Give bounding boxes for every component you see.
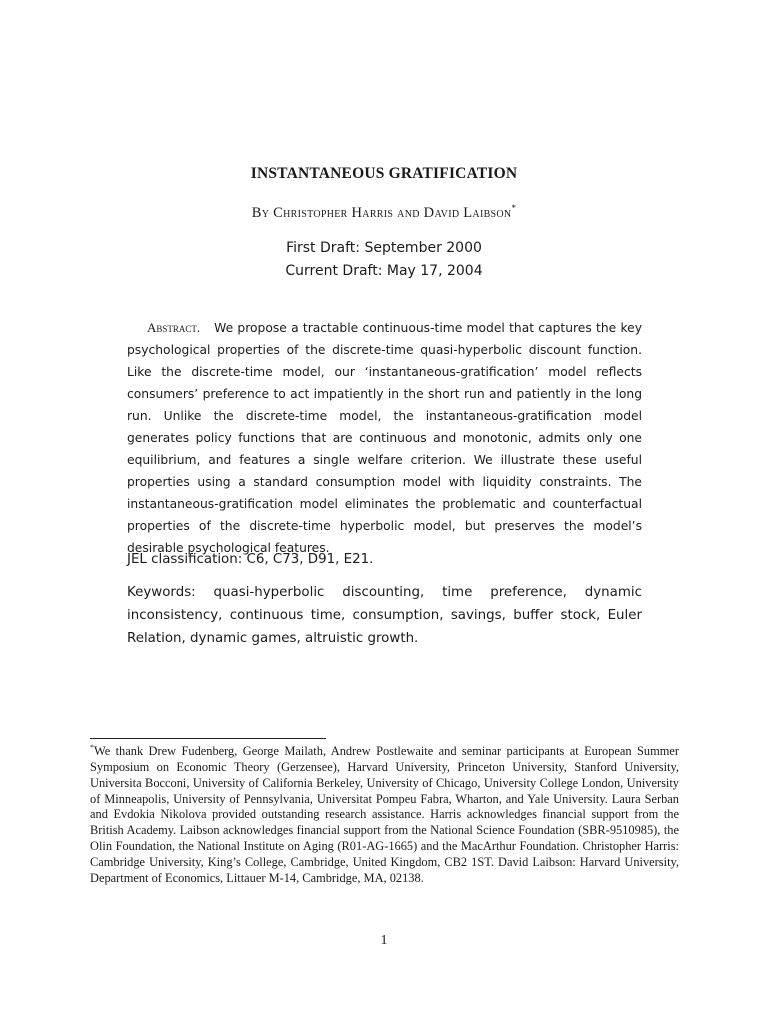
footnote-marker: * bbox=[90, 743, 94, 752]
author-names: By Christopher Harris and David Laibson bbox=[251, 204, 512, 221]
first-draft-date: First Draft: September 2000 bbox=[286, 240, 482, 256]
page-number: 1 bbox=[380, 933, 388, 948]
footnote bbox=[90, 740, 679, 886]
footnote-rule bbox=[90, 738, 326, 739]
abstract bbox=[127, 317, 642, 559]
paper-title: INSTANTANEOUS GRATIFICATION bbox=[250, 165, 518, 182]
current-draft-date: Current Draft: May 17, 2004 bbox=[285, 263, 483, 279]
paper-authors bbox=[0, 203, 768, 222]
jel-classification: JEL classification: C6, C73, D91, E21. bbox=[127, 552, 374, 567]
footnote-text: We thank Drew Fudenberg, George Mailath, Andrew Postlewaite and seminar participants at European Summer Symposium on Economic Theory (Gerzensee), Harvard University, Princeton University, Stanford University, Universita Bocconi, University of California Berkeley, University of Chicago, University College London, University of Minneapolis, University of Pennsylvania, Universitat Pompeu Fabra, Wharton, and Yale University. Laura Serban and Evdokia Nikolova provided outstanding research assistance. Harris acknowledges financial support from the British Academy. Laibson acknowledges financial support from the National Science Foundation (SBR-9510985), the Olin Foundation, the National Institute on Aging (R01-AG-1665) and the MacArthur Foundation. Christopher Harris: Cambridge University, King’s College, Cambridge, United Kingdom, CB2 1ST. David Laibson: Harvard University, Department of Economics, Littauer M-14, Cambridge, MA, 02138. bbox=[90, 744, 679, 885]
keywords: Keywords: quasi-hyperbolic discounting, time preference, dynamic inconsistency, continuous time, consumption, savings, buffer stock, Euler Relation, dynamic games, altruistic growth. bbox=[127, 585, 642, 646]
abstract-text: We propose a tractable continuous-time model that captures the key psychological properties of the discrete-time quasi-hyperbolic discount function. Like the discrete-time model, our ‘instantaneous-gratification’ model reflects consumers’ preference to act impatiently in the short run and patiently in the long run. Unlike the discrete-time model, the instantaneous-gratification model generates policy functions that are continuous and monotonic, admits only one equilibrium, and features a single welfare criterion. We illustrate these useful properties using a standard consumption model with liquidity constraints. The instantaneous-gratification model eliminates the problematic and counterfactual properties of the discrete-time hyperbolic model, but preserves the model’s desirable psychological features. bbox=[127, 321, 642, 555]
author-footnote-marker: * bbox=[511, 203, 517, 213]
abstract-heading: Abstract. bbox=[147, 320, 201, 335]
